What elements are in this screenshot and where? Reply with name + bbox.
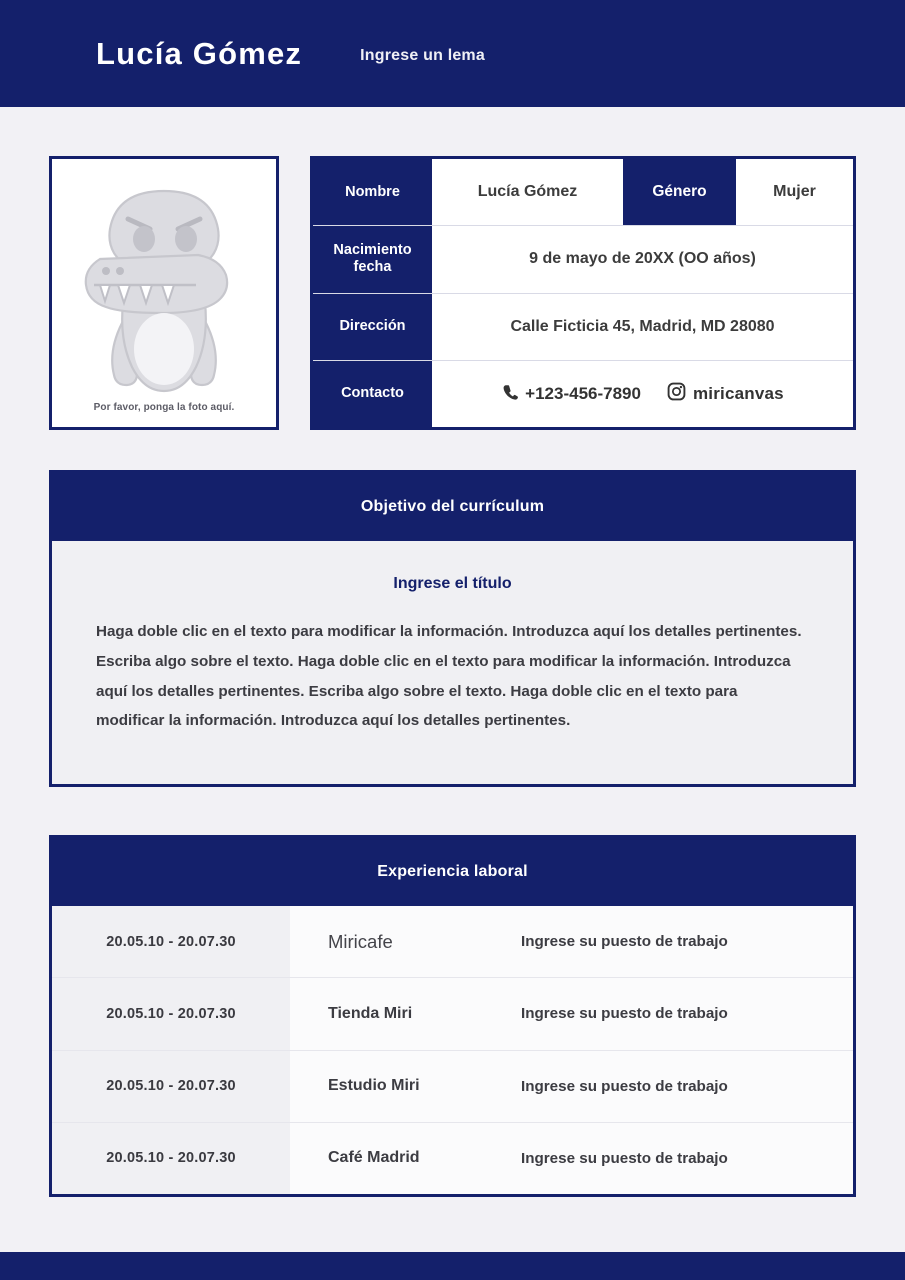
phone-contact[interactable] [501, 383, 641, 405]
personal-info-table [310, 156, 856, 430]
experience-section [49, 835, 856, 1197]
page-header [0, 0, 905, 107]
objective-section-heading: Objetivo del currículum [52, 473, 853, 541]
experience-company[interactable]: Miricafe [290, 906, 503, 977]
photo-placeholder-card[interactable] [49, 156, 279, 430]
info-label-nacimiento: Nacimiento fecha [313, 226, 432, 292]
info-value-genero[interactable]: Mujer [773, 183, 816, 201]
experience-date[interactable]: 20.05.10 - 20.07.30 [52, 1123, 290, 1194]
table-row[interactable] [52, 978, 853, 1050]
objective-subtitle[interactable]: Ingrese el título [393, 575, 512, 592]
objective-paragraph[interactable]: Haga doble clic en el texto para modificar la información. Introduzca aquí los detalles pertinentes. Escriba algo sobre el texto. Haga doble clic en el texto para modificar la información. Introduzca aquí los detalles pertinentes. Escriba algo sobre el texto. Haga doble clic en el texto para modificar la información. Introduzca aquí los detalles pertinentes. [96, 623, 802, 730]
phone-icon [501, 383, 518, 405]
experience-date[interactable]: 20.05.10 - 20.07.30 [52, 1051, 290, 1122]
info-label-direccion: Dirección [313, 294, 432, 360]
info-value-nacimiento[interactable]: 9 de mayo de 20XX (OO años) [432, 226, 853, 292]
header-tagline[interactable]: Ingrese un lema [360, 46, 485, 64]
phone-number: +123-456-7890 [525, 383, 641, 403]
photo-hint-label: Por favor, ponga la foto aquí. [93, 402, 235, 413]
experience-company[interactable]: Café Madrid [290, 1123, 503, 1194]
instagram-handle: miricanvas [692, 383, 784, 403]
experience-position[interactable]: Ingrese su puesto de trabajo [503, 978, 853, 1049]
info-label-contacto: Contacto [313, 361, 432, 427]
page-footer-bar [0, 1252, 905, 1280]
instagram-contact[interactable] [667, 382, 784, 406]
experience-date[interactable]: 20.05.10 - 20.07.30 [52, 906, 290, 977]
info-row-birthdate [313, 226, 853, 293]
info-row-address [313, 294, 853, 361]
info-value-nombre[interactable]: Lucía Gómez [432, 159, 623, 225]
info-row-contact [313, 361, 853, 427]
experience-company[interactable]: Tienda Miri [290, 978, 503, 1049]
info-label-nombre: Nombre [313, 159, 432, 225]
experience-company[interactable]: Estudio Miri [290, 1051, 503, 1122]
experience-position[interactable]: Ingrese su puesto de trabajo [503, 1051, 853, 1122]
experience-position[interactable]: Ingrese su puesto de trabajo [503, 1123, 853, 1194]
table-row[interactable] [52, 1051, 853, 1123]
experience-table [52, 906, 853, 1194]
instagram-icon [667, 382, 686, 406]
info-value-direccion[interactable]: Calle Ficticia 45, Madrid, MD 28080 [432, 294, 853, 360]
objective-section-body [52, 541, 853, 756]
info-row-name [313, 159, 853, 226]
experience-position[interactable]: Ingrese su puesto de trabajo [503, 906, 853, 977]
info-value-contacto [432, 361, 853, 427]
page-title[interactable]: Lucía Gómez [96, 36, 303, 71]
experience-date[interactable]: 20.05.10 - 20.07.30 [52, 978, 290, 1049]
table-row[interactable] [52, 906, 853, 978]
info-label-genero: Género [623, 159, 736, 225]
experience-section-heading: Experiencia laboral [52, 838, 853, 906]
objective-section [49, 470, 856, 787]
crocodile-placeholder-icon [64, 173, 264, 408]
table-row[interactable] [52, 1123, 853, 1194]
